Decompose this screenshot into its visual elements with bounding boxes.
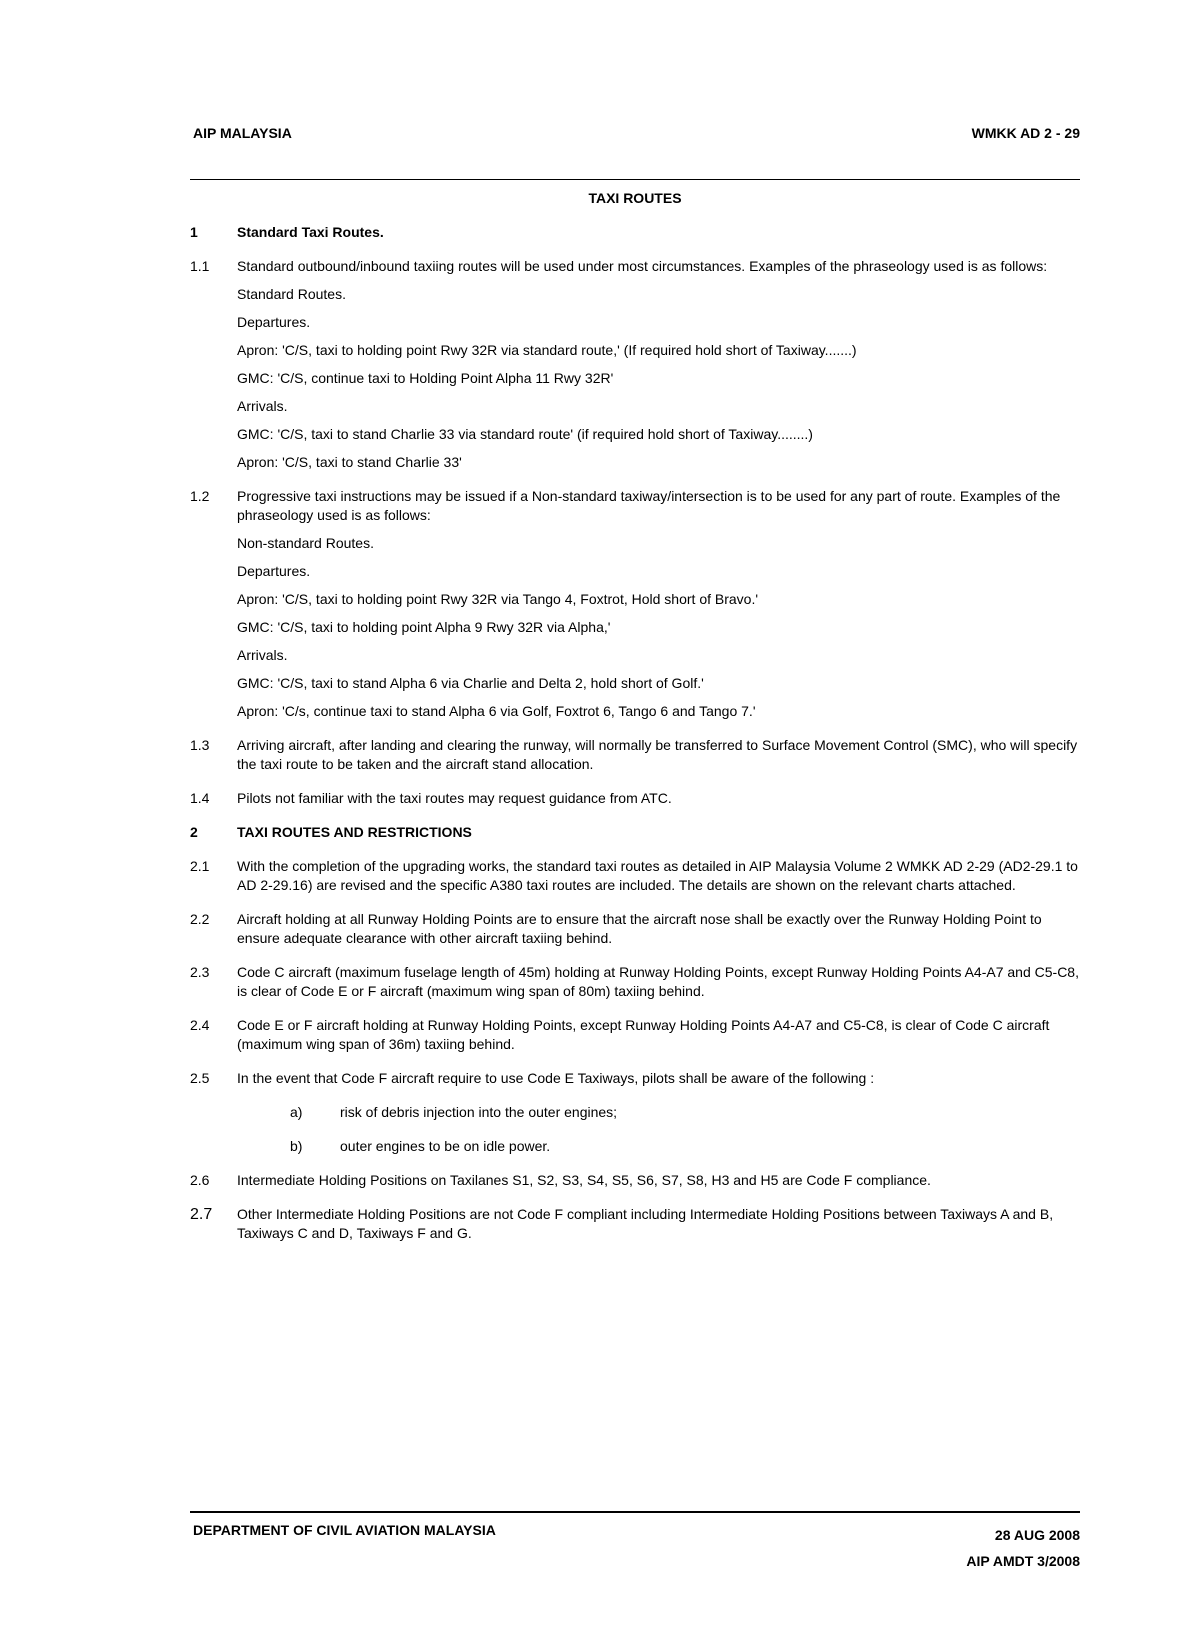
paragraph-2-6 (190, 1171, 1080, 1190)
paragraph-number: 2.7 (190, 1206, 213, 1223)
section-number: 2 (190, 824, 198, 840)
paragraph-number: 2.5 (190, 1070, 210, 1086)
paragraph-2-1 (190, 857, 1080, 895)
paragraph-number: 2.3 (190, 964, 210, 980)
list-item (290, 1137, 1080, 1156)
paragraph-number: 2.1 (190, 858, 210, 874)
paragraph-text: Code E or F aircraft holding at Runway Holding Points, except Runway Holding Points A4-A7 and C5-C8, is clear of Code C aircraft (maximum wing span of 36m) taxiing behind. (237, 1017, 1050, 1052)
footer-date: 28 AUG 2008 (994, 1527, 1080, 1543)
list-text: risk of debris injection into the outer engines; (340, 1104, 618, 1120)
paragraph-text: Progressive taxi instructions may be issued if a Non-standard taxiway/intersection is to be used for any part of route. Examples of the phraseology used is as follows: (237, 488, 1061, 523)
paragraph-text: In the event that Code F aircraft require to use Code E Taxiways, pilots shall be aware of the following : (237, 1070, 875, 1086)
footer-department: DEPARTMENT OF CIVIL AVIATION MALAYSIA (193, 1522, 496, 1538)
paragraph-number: 1.4 (190, 790, 210, 806)
paragraph-number: 1.1 (190, 258, 210, 274)
phraseology-line: GMC: 'C/S, taxi to stand Charlie 33 via standard route' (if required hold short of Taxiway........) (237, 426, 813, 442)
header-page-ref: WMKK AD 2 - 29 (971, 125, 1080, 141)
phraseology-line: Apron: 'C/s, continue taxi to stand Alpha 6 via Golf, Foxtrot 6, Tango 6 and Tango 7.' (237, 703, 756, 719)
paragraph-1-2 (190, 487, 1080, 525)
phraseology-line: GMC: 'C/S, taxi to holding point Alpha 9 Rwy 32R via Alpha,' (237, 619, 611, 635)
header-publication: AIP MALAYSIA (193, 125, 292, 141)
section-2-heading (190, 823, 1080, 842)
page-title: TAXI ROUTES (588, 190, 682, 206)
paragraph-1-3 (190, 736, 1080, 774)
paragraph-text: Code C aircraft (maximum fuselage length of 45m) holding at Runway Holding Points, except Runway Holding Points A4-A7 and C5-C8, is clear of Code E or F aircraft (maximum wing span of 80m) taxiing behind. (237, 964, 1079, 999)
phraseology-line: GMC: 'C/S, taxi to stand Alpha 6 via Charlie and Delta 2, hold short of Golf.' (237, 675, 704, 691)
footer-meta (966, 1522, 1080, 1574)
phraseology-line: Departures. (237, 563, 311, 579)
section-title: TAXI ROUTES AND RESTRICTIONS (237, 824, 472, 840)
paragraph-number: 2.6 (190, 1172, 210, 1188)
paragraph-text: Arriving aircraft, after landing and clearing the runway, will normally be transferred to Surface Movement Control (SMC), who will specify the taxi route to be taken and the aircraft stand allocation. (237, 737, 1078, 772)
paragraph-text: Other Intermediate Holding Positions are not Code F compliant including Intermediate Holding Positions between Taxiways A and B, Taxiways C and D, Taxiways F and G. (237, 1206, 1054, 1241)
paragraph-number: 2.4 (190, 1017, 210, 1033)
paragraph-2-5 (190, 1069, 1080, 1088)
phraseology-line: Standard Routes. (237, 286, 346, 302)
paragraph-1-1 (190, 257, 1080, 276)
list-label: b) (290, 1138, 303, 1154)
phraseology-line: GMC: 'C/S, continue taxi to Holding Point Alpha 11 Rwy 32R' (237, 370, 614, 386)
phraseology-line: Apron: 'C/S, taxi to stand Charlie 33' (237, 454, 462, 470)
header-divider (190, 179, 1080, 180)
paragraph-number: 1.3 (190, 737, 210, 753)
paragraph-1-4 (190, 789, 1080, 808)
section-number: 1 (190, 224, 198, 240)
phraseology-line: Arrivals. (237, 398, 288, 414)
footer-divider (190, 1511, 1080, 1513)
section-title: Standard Taxi Routes. (237, 224, 384, 240)
list-text: outer engines to be on idle power. (340, 1138, 551, 1154)
list-item (290, 1103, 1080, 1122)
phraseology-line: Departures. (237, 314, 311, 330)
paragraph-text: With the completion of the upgrading works, the standard taxi routes as detailed in AIP Malaysia Volume 2 WMKK AD 2-29 (AD2-29.1 to AD 2-29.16) are revised and the specific A380 taxi routes are included. The details are shown on the relevant charts attached. (237, 858, 1078, 893)
phraseology-line: Arrivals. (237, 647, 288, 663)
phraseology-line: Non-standard Routes. (237, 535, 374, 551)
paragraph-2-3 (190, 963, 1080, 1001)
paragraph-text: Intermediate Holding Positions on Taxilanes S1, S2, S3, S4, S5, S6, S7, S8, H3 and H5 are Code F compliance. (237, 1172, 931, 1188)
footer-amendment: AIP AMDT 3/2008 (966, 1553, 1080, 1569)
paragraph-text: Standard outbound/inbound taxiing routes will be used under most circumstances. Examples of the phraseology used is as follows: (237, 258, 1048, 274)
paragraph-number: 2.2 (190, 911, 210, 927)
list-label: a) (290, 1104, 303, 1120)
phraseology-line: Apron: 'C/S, taxi to holding point Rwy 32R via Tango 4, Foxtrot, Hold short of Bravo.' (237, 591, 759, 607)
paragraph-text: Pilots not familiar with the taxi routes may request guidance from ATC. (237, 790, 672, 806)
phraseology-line: Apron: 'C/S, taxi to holding point Rwy 32R via standard route,' (If required hold short of Taxiway.......) (237, 342, 857, 358)
paragraph-2-4 (190, 1016, 1080, 1054)
paragraph-text: Aircraft holding at all Runway Holding Points are to ensure that the aircraft nose shall be exactly over the Runway Holding Point to ensure adequate clearance with other aircraft taxiing behind. (237, 911, 1042, 946)
document-body (190, 223, 1080, 1243)
paragraph-2-2 (190, 910, 1080, 948)
paragraph-number: 1.2 (190, 488, 210, 504)
paragraph-2-7 (190, 1205, 1080, 1243)
section-1-heading (190, 223, 1080, 242)
